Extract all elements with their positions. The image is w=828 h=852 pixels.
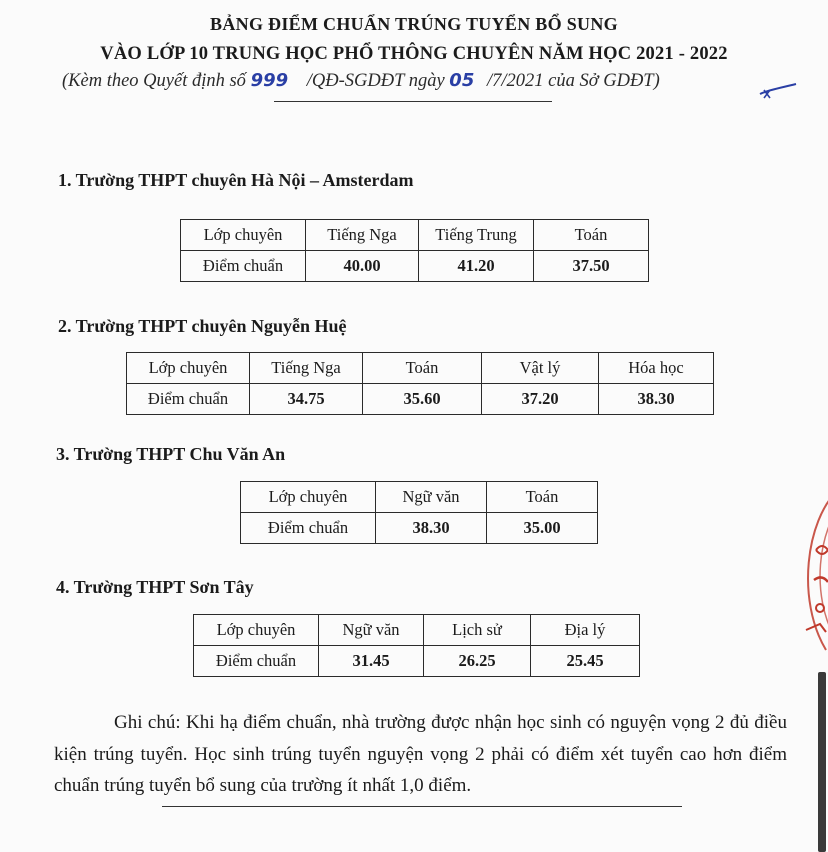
table-row (194, 615, 640, 646)
row-label: Điểm chuẩn (181, 251, 306, 282)
row-label: Điểm chuẩn (194, 646, 319, 677)
section-title-amsterdam: 1. Trường THPT chuyên Hà Nội – Amsterdam (58, 170, 414, 190)
score-cell: 25.45 (531, 646, 640, 677)
section-title-chu-van-an: 3. Trường THPT Chu Văn An (56, 444, 286, 464)
score-table-chu-van-an (240, 481, 598, 544)
score-cell: 38.30 (376, 513, 487, 544)
decision-prefix: (Kèm theo Quyết định số (62, 71, 246, 91)
page-edge-shadow (818, 672, 826, 852)
subject-cell: Ngữ văn (319, 615, 424, 646)
table-row (241, 513, 598, 544)
score-table-nguyen-hue (126, 352, 714, 415)
row-label: Lớp chuyên (127, 353, 250, 384)
subject-cell: Ngữ văn (376, 482, 487, 513)
subject-cell: Tiếng Trung (419, 220, 534, 251)
document-subtitle-year: VÀO LỚP 10 TRUNG HỌC PHỔ THÔNG CHUYÊN NĂM HỌC 2021 - 2022 (100, 44, 728, 64)
score-cell: 40.00 (306, 251, 419, 282)
score-cell: 38.30 (599, 384, 714, 415)
decision-suffix: /7/2021 của Sở GDĐT) (486, 71, 660, 91)
subject-cell: Hóa học (599, 353, 714, 384)
row-label: Lớp chuyên (181, 220, 306, 251)
footnote-text: Ghi chú: Khi hạ điểm chuẩn, nhà trường được nhận học sinh có nguyện vọng 2 đủ điều kiện trúng tuyển. Học sinh trúng tuyển nguyện vọng 2 phải có điểm xét tuyển cao hơn điểm chuẩn trúng tuyển bổ sung của trường ít nhất 1,0 điểm. (54, 712, 787, 796)
score-cell: 35.00 (487, 513, 598, 544)
footnote (54, 707, 787, 802)
row-label: Điểm chuẩn (127, 384, 250, 415)
subject-cell: Địa lý (531, 615, 640, 646)
table-row (194, 646, 640, 677)
subject-cell: Vật lý (482, 353, 599, 384)
table-row (127, 384, 714, 415)
section-title-son-tay: 4. Trường THPT Sơn Tây (56, 577, 254, 597)
table-row (241, 482, 598, 513)
row-label: Lớp chuyên (194, 615, 319, 646)
subject-cell: Tiếng Nga (306, 220, 419, 251)
header-divider (274, 101, 552, 102)
subject-cell: Tiếng Nga (250, 353, 363, 384)
official-stamp-icon (786, 480, 828, 680)
score-table-amsterdam (180, 219, 649, 282)
section-title-nguyen-hue: 2. Trường THPT chuyên Nguyễn Huệ (58, 316, 347, 336)
score-cell: 34.75 (250, 384, 363, 415)
decision-reference (62, 70, 660, 92)
subject-cell: Toán (363, 353, 482, 384)
score-cell: 37.20 (482, 384, 599, 415)
score-cell: 37.50 (534, 251, 649, 282)
score-cell: 26.25 (424, 646, 531, 677)
handwritten-day: 05 (449, 70, 475, 91)
table-row (181, 251, 649, 282)
pen-mark-icon (758, 78, 798, 102)
footer-divider (162, 806, 682, 807)
score-table-son-tay (193, 614, 640, 677)
score-cell: 35.60 (363, 384, 482, 415)
decision-middle: /QĐ-SGDĐT ngày (306, 71, 445, 91)
row-label: Lớp chuyên (241, 482, 376, 513)
document-title: BẢNG ĐIỂM CHUẨN TRÚNG TUYỂN BỔ SUNG (210, 14, 618, 34)
subject-cell: Lịch sử (424, 615, 531, 646)
score-cell: 41.20 (419, 251, 534, 282)
subject-cell: Toán (487, 482, 598, 513)
row-label: Điểm chuẩn (241, 513, 376, 544)
handwritten-decision-number: 999 (250, 70, 289, 91)
score-cell: 31.45 (319, 646, 424, 677)
table-row (127, 353, 714, 384)
subject-cell: Toán (534, 220, 649, 251)
table-row (181, 220, 649, 251)
